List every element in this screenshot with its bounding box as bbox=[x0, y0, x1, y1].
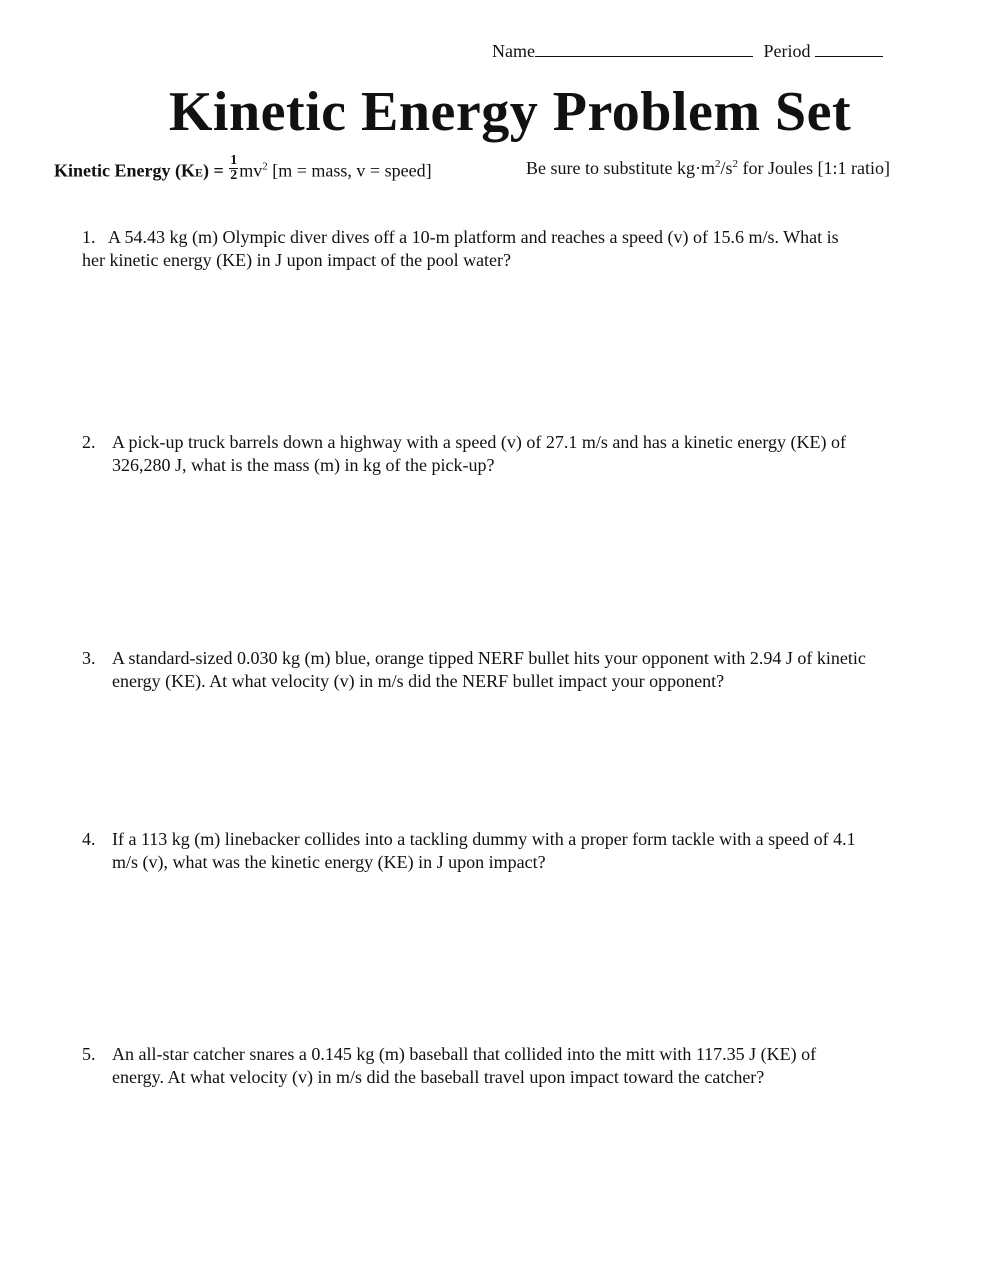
question-number: 3. bbox=[82, 648, 96, 668]
kinetic-energy-formula bbox=[54, 153, 432, 187]
joules-note bbox=[526, 158, 890, 179]
question-text-line1: An all-star catcher snares a 0.145 kg (m) baseball that collided into the mitt with 117.35 J (KE) of bbox=[112, 1044, 817, 1064]
note-prefix: Be sure to substitute kg·m bbox=[526, 158, 715, 178]
formula-legend: [m = mass, v = speed] bbox=[267, 160, 432, 181]
question-text-line1: If a 113 kg (m) linebacker collides into a tackling dummy with a proper form tackle with a speed of 4.1 bbox=[112, 829, 856, 849]
period-blank[interactable] bbox=[815, 40, 883, 57]
question-2 bbox=[82, 431, 952, 477]
question-number: 5. bbox=[82, 1044, 96, 1064]
name-period-header bbox=[492, 40, 883, 62]
question-1 bbox=[82, 226, 952, 272]
question-text-line2: energy (KE). At what velocity (v) in m/s did the NERF bullet impact your opponent? bbox=[112, 671, 725, 691]
question-number: 2. bbox=[82, 432, 96, 452]
formula-expression: mv bbox=[239, 160, 263, 181]
question-number: 1. bbox=[82, 227, 96, 247]
question-3 bbox=[82, 647, 952, 693]
note-exponent-2: 2 bbox=[732, 158, 738, 170]
question-number: 4. bbox=[82, 829, 96, 849]
one-half-fraction bbox=[229, 154, 238, 183]
question-text-line2: m/s (v), what was the kinetic energy (KE) in J upon impact? bbox=[112, 852, 546, 872]
page-title: Kinetic Energy Problem Set bbox=[168, 81, 852, 143]
question-4 bbox=[82, 828, 952, 874]
question-text-line2: her kinetic energy (KE) in J upon impact of the pool water? bbox=[82, 250, 512, 270]
formula-label-sub: E bbox=[194, 165, 203, 180]
note-suffix: for Joules [1:1 ratio] bbox=[738, 158, 890, 178]
question-text-line2: energy. At what velocity (v) in m/s did the baseball travel upon impact toward the catcher? bbox=[112, 1067, 765, 1087]
note-exponent-1: 2 bbox=[714, 158, 721, 170]
period-label: Period bbox=[763, 41, 811, 61]
question-text-line1: A standard-sized 0.030 kg (m) blue, orange tipped NERF bullet hits your opponent with 2.94 J of kinetic bbox=[112, 648, 866, 668]
note-mid: /s bbox=[720, 158, 733, 178]
name-blank[interactable] bbox=[535, 40, 753, 57]
formula-label-suffix: ) = bbox=[203, 160, 229, 181]
fraction-numerator: 1 bbox=[230, 153, 238, 168]
question-5 bbox=[82, 1043, 952, 1089]
formula-exponent: 2 bbox=[262, 160, 268, 173]
question-text-line2: 326,280 J, what is the mass (m) in kg of the pick-up? bbox=[112, 455, 495, 475]
fraction-denominator: 2 bbox=[230, 168, 238, 183]
formula-label-prefix: Kinetic Energy (K bbox=[54, 160, 195, 181]
question-text-line1: A 54.43 kg (m) Olympic diver dives off a 10-m platform and reaches a speed (v) of 15.6 m/s. What is bbox=[108, 227, 839, 247]
question-text-line1: A pick-up truck barrels down a highway with a speed (v) of 27.1 m/s and has a kinetic energy (KE) of bbox=[112, 432, 846, 452]
name-label: Name bbox=[492, 41, 535, 61]
